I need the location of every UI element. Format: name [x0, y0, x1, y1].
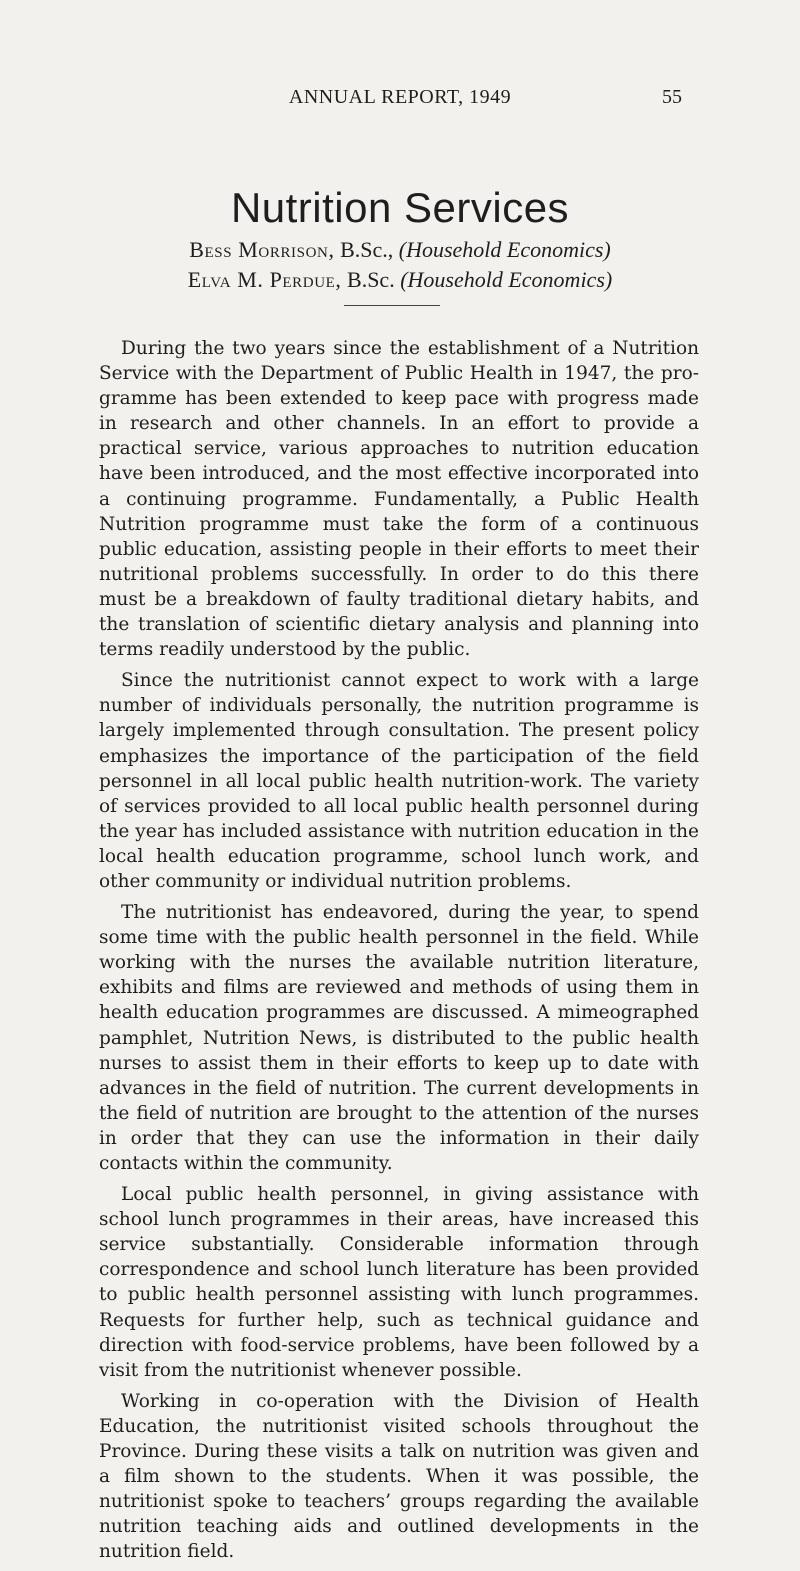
body-paragraph: The nutritionist has endeavored, during the year, to spend some time with the public health personnel in the field. While working with the nurses the available nutrition literature, exhibits and films are reviewed and methods of using them in health education programmes are discussed. A mimeographed pamphlet, Nutrition News, is distributed to the public health nurses to assist them in their efforts to keep up to date with advances in the field of nutrition. The current developments in the field of nutrition are brought to the attention of the nurses in order that they can use the information in their daily contacts within the community.	[99, 902, 699, 1174]
author-name: Elva M. Perdue,	[187, 267, 342, 292]
body-paragraph: Working in co-operation with the Division of Health Education, the nutritionist visited schools throughout the Province. During these visits a talk on nutrition was given and a film shown to the students. When it was possible, the nutritionist spoke to teachers’ groups regarding the available nutrition teaching aids and outlined developments in the nutrition field.	[99, 1390, 699, 1563]
page-header	[0, 86, 800, 116]
author-line	[0, 237, 800, 263]
title-divider	[344, 305, 440, 306]
body-paragraph: During the two years since the establishment of a Nutrition Service with the Department of Public Health in 1947, the programme has been extended to keep pace with progress made in research and other channels. In an effort to provide a practical service, various approaches to nutrition education have been introduced, and the most effective incorporated into a continuing programme. Fundamentally, a Public Health Nutrition programme must take the form of a continuous public education, assisting people in their efforts to meet their nutritional problems successfully. In order to do this there must be a breakdown of faulty traditional dietary habits, and the translation of scientific dietary analysis and planning into terms readily understood by the public.	[99, 338, 699, 661]
body-paragraph: Local public health personnel, in giving assistance with school lunch programmes in their areas, have increased this service substantially. Considerable information through correspondence and school lunch literature has been provided to public health personnel assisting with lunch programmes. Requests for further help, such as technical guidance and direction with food-service problems, have been followed by a visit from the nutritionist whenever possible.	[99, 1184, 699, 1381]
author-degree: B.Sc.,	[340, 237, 394, 262]
running-title: ANNUAL REPORT, 1949	[288, 86, 512, 108]
author-specialty: (Household Economics)	[398, 237, 611, 262]
author-line	[0, 267, 800, 293]
article-title: Nutrition Services	[230, 184, 570, 231]
author-degree: B.Sc.	[347, 267, 395, 292]
body-paragraph: Since the nutritionist cannot expect to work with a large number of individuals personally, the nutrition programme is largely implemented through consultation. The present policy emphasizes the importance of the participation of the field personnel in all local public health nutrition-work. The variety of services provided to all local public health personnel during the year has included assistance with nutrition education in the local health education programme, school lunch work, and other community or individual nutrition problems.	[99, 670, 699, 892]
page-number: 55	[662, 86, 682, 108]
article-body	[99, 336, 699, 1571]
author-specialty: (Household Economics)	[400, 267, 613, 292]
author-name: Bess Morrison,	[189, 237, 335, 262]
